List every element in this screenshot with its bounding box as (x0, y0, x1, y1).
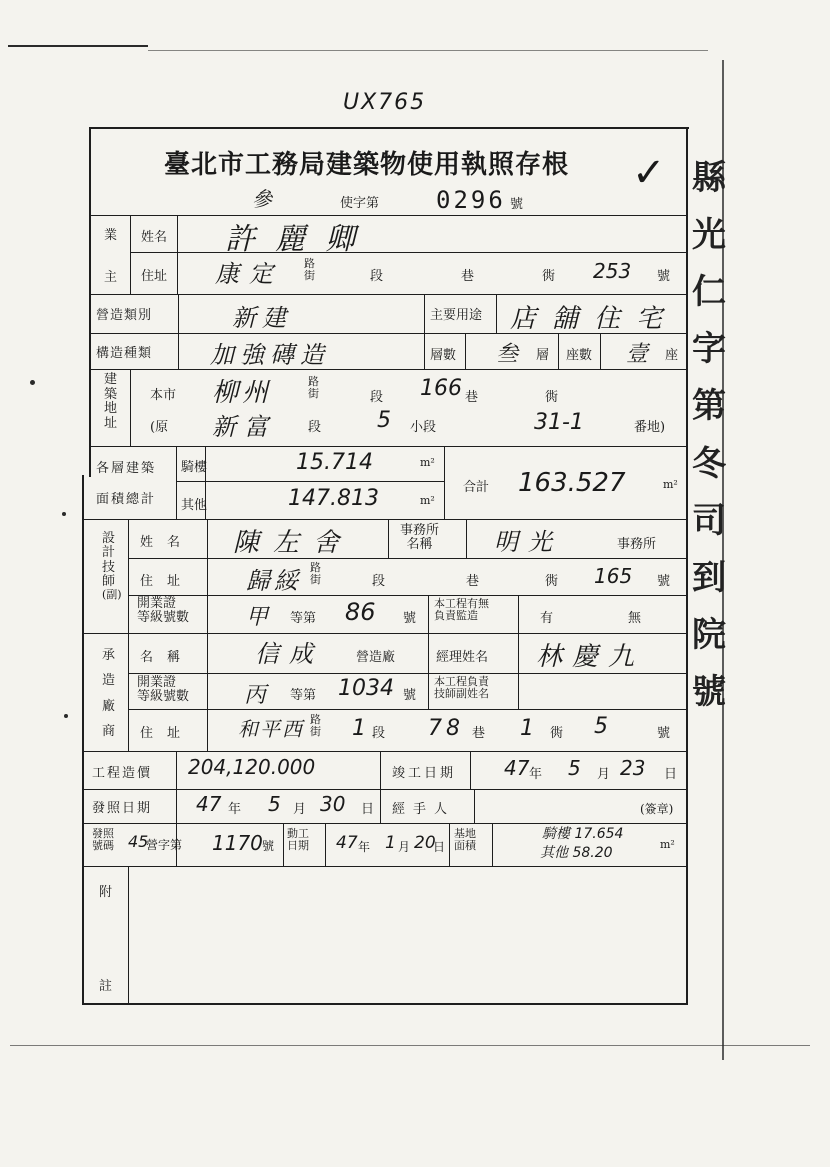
completion-day: 23 (620, 756, 646, 780)
construction-use-value: 店舖住宅 (510, 304, 679, 334)
site-lot: 31-1 (534, 410, 584, 435)
rule (84, 519, 686, 520)
designer-supervise-label: 本工程有無 負責監造 (434, 597, 489, 622)
owner-nong: 衖 (542, 269, 556, 284)
scan-edge-top (8, 45, 148, 47)
permit-word-2: 營字第 (146, 838, 183, 852)
rule (128, 709, 686, 710)
owner-section-label-1: 業 (104, 228, 118, 243)
rule-v (325, 823, 326, 866)
cost-value: 204,120.000 (188, 755, 316, 779)
owner-number-value: 253 (593, 259, 632, 283)
frame-left-lower (82, 475, 84, 1005)
issue-day-unit: 日 (361, 802, 375, 817)
contractor-section-label: 承 造 廠 商 (102, 648, 116, 740)
rule-v (466, 519, 467, 558)
site-section-label: 建 築 地 址 (104, 372, 118, 431)
permit-no: 1170 (212, 831, 263, 855)
construction-structure-label: 構造種類 (96, 346, 153, 361)
designer-license-grade: 甲 (246, 605, 269, 630)
rule (89, 369, 686, 370)
area-arcade-unit: m² (420, 456, 435, 469)
contractor-license-grade: 丙 (244, 683, 267, 708)
designer-license-no: 86 (345, 598, 376, 626)
rule-v (283, 823, 284, 866)
rule-v (130, 215, 131, 294)
handler-label: 經手人 (392, 802, 456, 817)
construction-floors-value: 叁 (496, 342, 519, 367)
designer-office-label: 事務所 名稱 (400, 523, 440, 552)
rule (84, 789, 686, 790)
check-mark: ✓ (632, 150, 666, 196)
designer-office-value: 明光 (494, 528, 562, 556)
contractor-license-hao: 號 (403, 688, 417, 703)
base-other: 其他 58.20 (540, 845, 613, 861)
start-day-unit: 日 (433, 840, 446, 854)
rule-v (128, 519, 129, 751)
issue-month-unit: 月 (293, 802, 307, 817)
site-road: 柳州 (212, 378, 273, 408)
owner-name-value: 許麗卿 (225, 222, 375, 257)
scan-dot (64, 714, 68, 718)
rule (89, 215, 686, 216)
contractor-tech-label: 本工程負責 技師副姓名 (434, 675, 489, 700)
construction-type-label: 營造類別 (96, 308, 153, 323)
site-subsection: 5 (377, 408, 391, 433)
contractor-nong: 衖 (550, 726, 564, 741)
rule-v (518, 633, 519, 709)
base-arcade: 騎樓 17.654 (542, 826, 624, 842)
owner-address-value: 康定 (215, 260, 283, 288)
owner-hao: 號 (657, 269, 671, 284)
designer-number-value: 165 (594, 564, 633, 588)
rule-v (176, 446, 177, 519)
issue-label: 發照日期 (92, 801, 153, 816)
designer-address-label: 住址 (140, 574, 195, 589)
construction-structure-value: 加強磚造 (210, 341, 330, 369)
rule-v (207, 519, 208, 751)
start-year: 47 (336, 833, 358, 853)
site-nong: 衖 (545, 390, 559, 405)
cost-label: 工程造價 (92, 766, 153, 781)
rule (84, 866, 686, 867)
site-lane: 166 (420, 376, 462, 401)
contractor-number-value: 5 (594, 714, 608, 739)
contractor-hao: 號 (657, 726, 671, 741)
remarks-label-bottom: 註 (99, 979, 113, 994)
rule-v (428, 633, 429, 709)
completion-day-unit: 日 (664, 767, 678, 782)
designer-license-word: 等第 (290, 611, 317, 626)
area-total-unit: m² (663, 478, 678, 491)
owner-xiang: 巷 (461, 269, 475, 284)
rule-v (380, 789, 381, 823)
frame-left-upper (89, 127, 91, 477)
start-month-unit: 月 (398, 840, 411, 854)
base-area-unit: m² (660, 838, 675, 851)
rule-v (449, 823, 450, 866)
remarks-label-top: 附 (99, 885, 113, 900)
rule-v (177, 215, 178, 294)
area-other-unit: m² (420, 494, 435, 507)
owner-section-label-2: 主 (104, 270, 118, 285)
construction-buildings-label: 座數 (566, 348, 593, 363)
site-xiang: 巷 (465, 390, 479, 405)
rule-v (470, 751, 471, 789)
completion-year: 47 (504, 756, 530, 780)
issue-month: 5 (268, 792, 281, 816)
site-orig: (原 (150, 420, 169, 435)
area-total-value: 163.527 (518, 468, 626, 498)
contractor-manager-value: 林慶九 (536, 642, 645, 672)
completion-label: 竣工日期 (392, 766, 457, 781)
permit-prefix: 參 (252, 187, 272, 211)
base-area-label: 基地 面積 (454, 827, 476, 852)
contractor-road-street: 路 街 (310, 713, 321, 738)
area-label-2: 面積總計 (96, 492, 157, 507)
designer-address-value: 歸綏 (246, 567, 302, 595)
site-subsection-label: 小段 (410, 420, 437, 435)
permit-hao: 號 (510, 197, 524, 212)
frame-bottom (82, 1003, 688, 1005)
designer-license-label: 開業證 等級號數 (137, 596, 190, 625)
contractor-duan: 段 (372, 726, 386, 741)
issue-year: 47 (196, 792, 222, 816)
permit-label: 發照 號碼 (92, 827, 114, 852)
permit-year: 45 (128, 832, 149, 851)
start-day: 20 (414, 833, 436, 853)
rule-v (178, 294, 179, 369)
margin-strip: 縣 光 仁 字 第 冬 司 到 院 號 (692, 158, 726, 712)
frame-top (89, 127, 689, 129)
rule-v (388, 519, 389, 558)
area-arcade-value: 15.714 (296, 450, 373, 475)
designer-office-suffix: 事務所 (617, 537, 657, 552)
contractor-name-label: 名稱 (140, 650, 195, 665)
rule (176, 481, 444, 482)
rule-v (474, 789, 475, 823)
rule-v (380, 751, 381, 789)
contractor-license-label: 開業證 等級號數 (137, 675, 190, 704)
owner-road-street: 路 街 (304, 257, 315, 282)
rule-v (424, 294, 425, 369)
form-title: 臺北市工務局建築物使用執照存根 (164, 150, 570, 180)
rule-v (444, 446, 445, 519)
area-label-1: 各層建築 (96, 461, 157, 476)
designer-xiang: 巷 (466, 574, 480, 589)
rule-v (428, 595, 429, 633)
scan-edge-top2 (148, 50, 708, 51)
issue-day: 30 (320, 792, 346, 816)
designer-supervise-you: 有 (540, 611, 554, 626)
archive-number: UX765 (343, 90, 427, 115)
site-lot-label: 番地) (634, 420, 666, 435)
issue-year-unit: 年 (228, 802, 242, 817)
rule (128, 673, 686, 674)
construction-use-label: 主要用途 (430, 308, 483, 323)
site-orig-section: 新富 (212, 413, 276, 441)
owner-address-label: 住址 (141, 269, 168, 284)
construction-buildings-unit: 座 (665, 348, 679, 363)
rule (89, 446, 686, 447)
rule-v (128, 866, 129, 1003)
designer-name-label: 姓名 (140, 535, 195, 550)
site-duan: 段 (370, 390, 384, 405)
scan-dot (62, 512, 66, 516)
rule-v (518, 595, 519, 633)
rule (84, 751, 686, 752)
permit-word: 使字第 (340, 196, 380, 211)
construction-type-value: 新建 (232, 304, 292, 332)
designer-license-hao: 號 (403, 611, 417, 626)
area-other-label: 其他 (181, 498, 208, 513)
designer-hao: 號 (657, 574, 671, 589)
permit-number: 0296 (436, 186, 506, 214)
permit-hao-2: 號 (262, 839, 275, 853)
rule-v (600, 333, 601, 369)
rule-v (492, 823, 493, 866)
designer-road-street: 路 街 (310, 561, 321, 586)
designer-section-label: 設 計 技 師 (副) (102, 531, 122, 602)
contractor-license-no: 1034 (338, 676, 394, 701)
scan-edge-bottom (10, 1045, 810, 1046)
site-city: 本市 (150, 388, 177, 403)
contractor-name-value: 信成 (255, 640, 323, 668)
contractor-xiang: 巷 (472, 726, 486, 741)
seal-label: (簽章) (640, 802, 674, 816)
designer-duan: 段 (372, 574, 386, 589)
contractor-license-word: 等第 (290, 688, 317, 703)
rule (128, 558, 686, 559)
construction-floors-label: 層數 (430, 348, 457, 363)
start-year-unit: 年 (358, 840, 371, 854)
rule-v (496, 294, 497, 333)
completion-month-unit: 月 (597, 767, 611, 782)
rule (128, 595, 686, 596)
site-orig-duan: 段 (308, 420, 322, 435)
area-arcade-label: 騎樓 (181, 460, 208, 475)
rule-v (558, 333, 559, 369)
site-road-street: 路 街 (308, 375, 319, 400)
contractor-xiang-value: 78 (428, 716, 464, 741)
start-date-label: 動工 日期 (287, 827, 309, 852)
designer-nong: 衖 (545, 574, 559, 589)
rule (84, 633, 686, 634)
designer-name-value: 陳左舍 (233, 528, 354, 558)
rule-v (465, 333, 466, 369)
rule-v (130, 369, 131, 446)
start-month: 1 (385, 833, 396, 853)
owner-name-label: 姓名 (141, 230, 168, 245)
owner-duan: 段 (370, 269, 384, 284)
contractor-address-value: 和平西 (238, 717, 304, 741)
contractor-duan-value: 1 (352, 716, 366, 741)
area-total-label: 合計 (463, 480, 490, 495)
contractor-name-suffix: 營造廠 (356, 650, 396, 665)
contractor-address-label: 住址 (140, 726, 195, 741)
completion-year-unit: 年 (529, 767, 543, 782)
scan-dot (30, 380, 35, 385)
construction-floors-unit: 層 (536, 348, 550, 363)
contractor-manager-label: 經理姓名 (436, 650, 489, 665)
area-other-value: 147.813 (288, 486, 379, 511)
completion-month: 5 (568, 756, 581, 780)
frame-right (686, 127, 688, 1005)
designer-supervise-wu: 無 (628, 611, 642, 626)
construction-buildings-value: 壹 (626, 342, 649, 367)
contractor-nong-value: 1 (520, 716, 534, 741)
rule (130, 252, 686, 253)
